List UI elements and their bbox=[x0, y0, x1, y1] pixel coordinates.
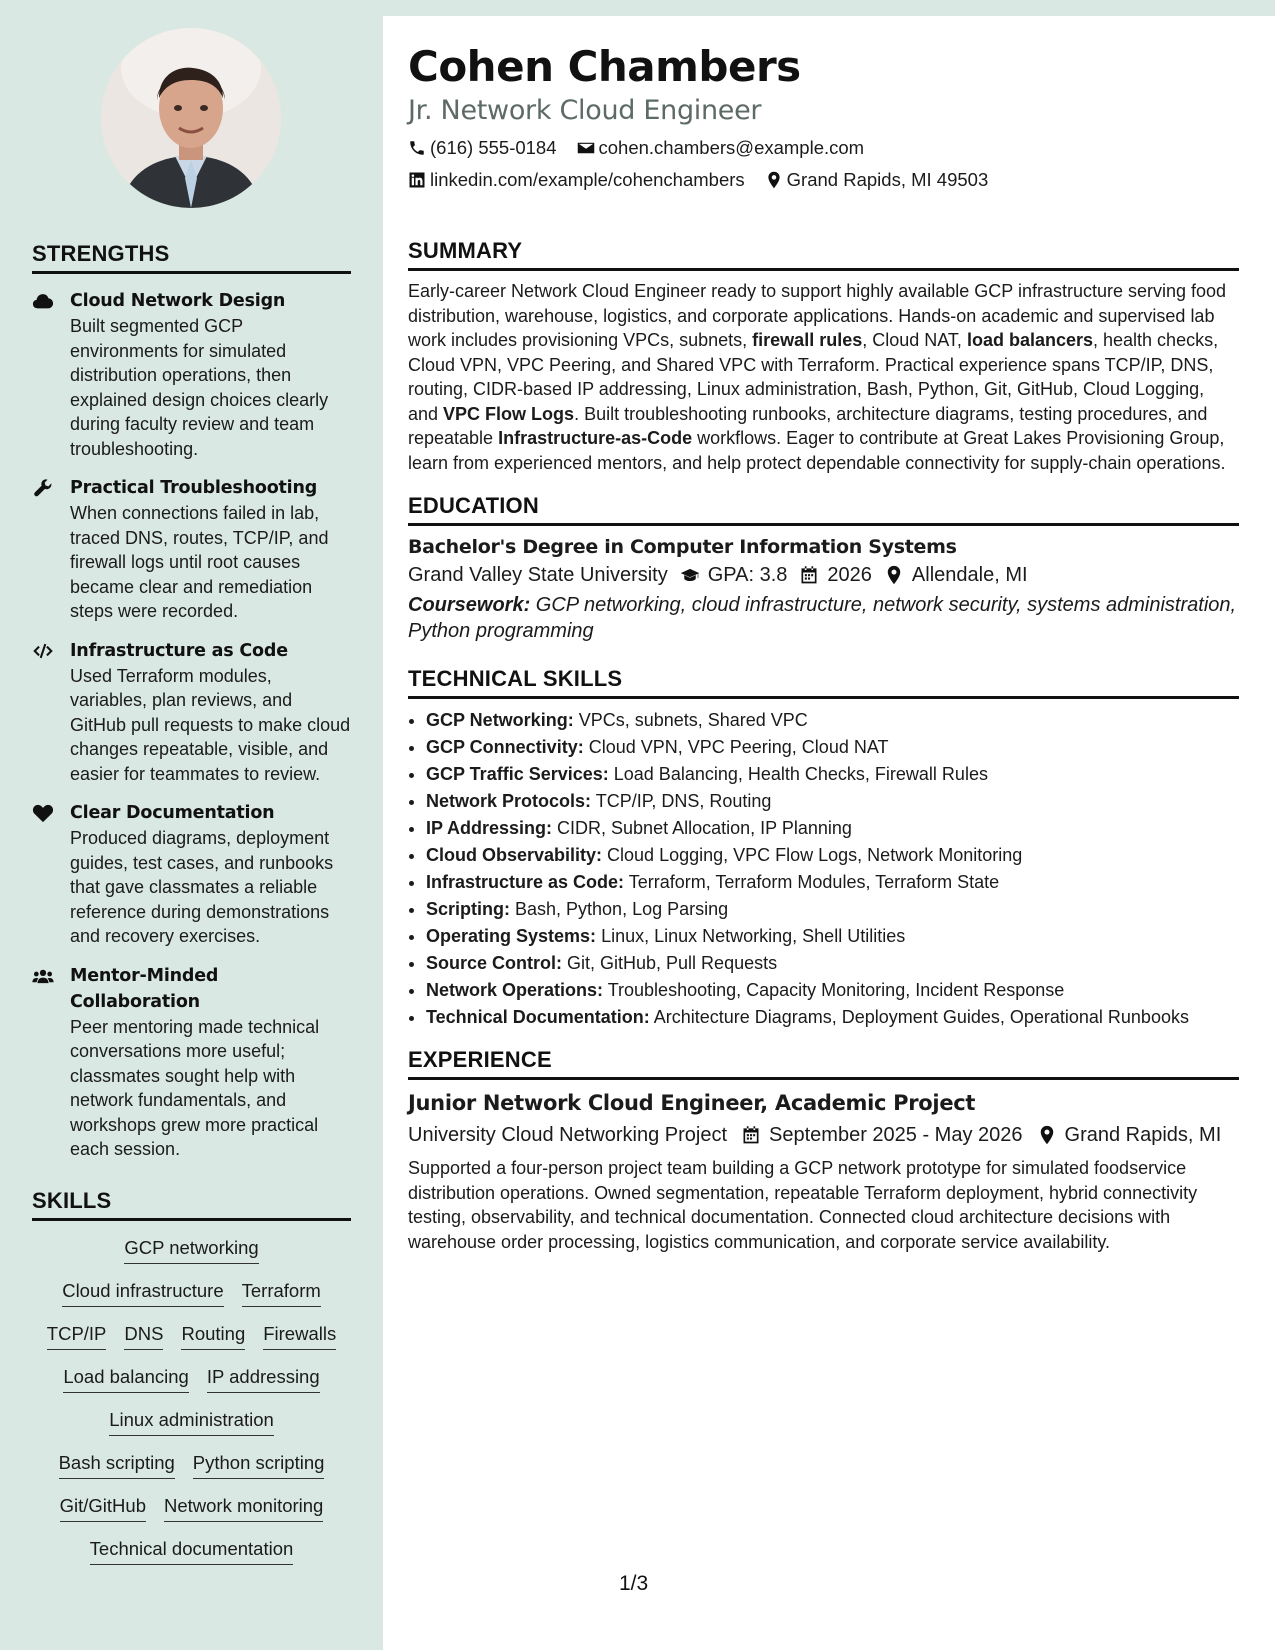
skill-label: Cloud Observability: bbox=[426, 845, 603, 865]
list-item bbox=[426, 869, 1239, 896]
technical-skills-list bbox=[408, 707, 1239, 1031]
map-pin-icon bbox=[765, 171, 783, 189]
school-location: Allendale, MI bbox=[911, 564, 1028, 586]
graduation-cap-icon bbox=[680, 565, 700, 585]
list-item bbox=[426, 707, 1239, 734]
phone-text: (616) 555-0184 bbox=[430, 137, 557, 158]
summary-emphasis: VPC Flow Logs bbox=[443, 403, 575, 424]
skills-row bbox=[34, 1448, 349, 1479]
job-title: Jr. Network Cloud Engineer bbox=[408, 95, 762, 126]
strength-title: Cloud Network Design bbox=[70, 291, 286, 311]
sidebar-content bbox=[32, 241, 351, 1565]
skill-chip: Load balancing bbox=[63, 1362, 189, 1393]
education-heading: EDUCATION bbox=[408, 493, 1239, 526]
list-item bbox=[426, 761, 1239, 788]
skill-value: Bash, Python, Log Parsing bbox=[510, 899, 729, 919]
skill-value: Architecture Diagrams, Deployment Guides, Operational Runbooks bbox=[649, 1007, 1189, 1027]
skills-row bbox=[34, 1405, 349, 1436]
technical-skills-heading: TECHNICAL SKILLS bbox=[408, 666, 1239, 699]
strength-desc: When connections failed in lab, traced DNS, routes, TCP/IP, and firewall logs until root causes became clear and remediation steps were recorded. bbox=[70, 503, 329, 621]
skills-row bbox=[34, 1534, 349, 1565]
list-item bbox=[426, 923, 1239, 950]
phone-icon bbox=[408, 139, 426, 157]
summary-text bbox=[408, 279, 1239, 475]
school-location-item bbox=[884, 560, 1028, 590]
skill-chip: Bash scripting bbox=[59, 1448, 175, 1479]
skill-value: VPCs, subnets, Shared VPC bbox=[573, 710, 808, 730]
list-item bbox=[426, 896, 1239, 923]
map-pin-icon bbox=[884, 565, 904, 585]
skill-chip: Network monitoring bbox=[164, 1491, 323, 1522]
skill-value: Cloud VPN, VPC Peering, Cloud NAT bbox=[583, 737, 889, 757]
list-item bbox=[426, 950, 1239, 977]
sidebar bbox=[0, 0, 383, 1650]
experience-details bbox=[408, 1118, 1239, 1152]
skill-value: Cloud Logging, VPC Flow Logs, Network Monitoring bbox=[602, 845, 1023, 865]
list-item bbox=[426, 815, 1239, 842]
skill-chip: Technical documentation bbox=[90, 1534, 294, 1565]
strength-item bbox=[32, 963, 351, 1162]
skill-value: Troubleshooting, Capacity Monitoring, Incident Response bbox=[603, 980, 1065, 1000]
skill-label: GCP Traffic Services: bbox=[426, 764, 609, 784]
phone-contact[interactable] bbox=[408, 136, 557, 160]
linkedin-text: linkedin.com/example/cohenchambers bbox=[430, 169, 745, 190]
skill-label: GCP Connectivity: bbox=[426, 737, 584, 757]
summary-section bbox=[408, 238, 1239, 475]
experience-location-item bbox=[1037, 1118, 1222, 1152]
skill-label: Network Operations: bbox=[426, 980, 604, 1000]
skills-row bbox=[34, 1233, 349, 1264]
skill-label: Operating Systems: bbox=[426, 926, 597, 946]
experience-dates-item bbox=[741, 1118, 1023, 1152]
summary-emphasis: load balancers bbox=[966, 330, 1094, 350]
skill-chip: Python scripting bbox=[193, 1448, 325, 1479]
strength-title: Infrastructure as Code bbox=[70, 640, 288, 661]
heart-icon bbox=[32, 800, 70, 949]
skill-label: Scripting: bbox=[426, 899, 510, 919]
experience-title: Junior Network Cloud Engineer, Academic Project bbox=[408, 1091, 976, 1115]
summary-fragment: , health checks, Cloud VPN, VPC Peering, and Shared VPC with Terraform. Practical experience spans TCP/IP, DNS, routing, CIDR-based IP addressing, Linux administration, Bash, Python, Git, GitHub, Cloud Logging, and bbox=[408, 330, 1219, 424]
location-text: Grand Rapids, MI 49503 bbox=[786, 169, 989, 190]
summary-heading: SUMMARY bbox=[408, 238, 1239, 271]
cloud-icon bbox=[32, 288, 70, 461]
skill-chip: Git/GitHub bbox=[60, 1491, 146, 1522]
coursework-list: GCP networking, cloud infrastructure, network security, systems administration, Python programming bbox=[408, 594, 1237, 642]
users-icon bbox=[32, 963, 70, 1162]
page-number: 1/3 bbox=[619, 1572, 649, 1595]
code-icon bbox=[32, 638, 70, 787]
skill-value: Load Balancing, Health Checks, Firewall Rules bbox=[608, 764, 988, 784]
skill-chip: Linux administration bbox=[109, 1405, 274, 1436]
strength-desc: Built segmented GCP environments for simulated distribution operations, then explained design choices clearly during faculty review and team troubleshooting. bbox=[70, 316, 329, 459]
skill-value: Git, GitHub, Pull Requests bbox=[562, 953, 778, 973]
summary-fragment: workflows. Eager to contribute at Great Lakes Provisioning Group, learn from experienced mentors, and help protect dependable connectivity for supply-chain operations. bbox=[408, 428, 1226, 473]
profile-photo bbox=[101, 28, 281, 208]
skill-value: CIDR, Subnet Allocation, IP Planning bbox=[552, 818, 852, 838]
skill-label: Technical Documentation: bbox=[426, 1007, 650, 1027]
skill-label: GCP Networking: bbox=[426, 710, 574, 730]
skill-label: Infrastructure as Code: bbox=[426, 872, 625, 892]
skill-value: Terraform, Terraform Modules, Terraform State bbox=[624, 872, 1000, 892]
skill-chip: TCP/IP bbox=[47, 1319, 107, 1350]
summary-emphasis: firewall rules bbox=[752, 330, 863, 350]
candidate-name: Cohen Chambers bbox=[408, 42, 801, 91]
skills-row bbox=[34, 1491, 349, 1522]
skill-chip: Terraform bbox=[242, 1276, 321, 1307]
experience-heading: EXPERIENCE bbox=[408, 1047, 1239, 1080]
skill-chip: IP addressing bbox=[207, 1362, 320, 1393]
list-item bbox=[426, 842, 1239, 869]
wrench-icon bbox=[32, 475, 70, 624]
strength-item bbox=[32, 638, 351, 787]
list-item bbox=[426, 1004, 1239, 1031]
skill-value: Linux, Linux Networking, Shell Utilities bbox=[596, 926, 906, 946]
calendar-icon bbox=[741, 1125, 761, 1145]
summary-fragment: , Cloud NAT, bbox=[862, 330, 967, 350]
strength-desc: Peer mentoring made technical conversations more useful; classmates sought help with network fundamentals, and workshops grew more practical each session. bbox=[70, 1016, 320, 1159]
experience-dates: September 2025 - May 2026 bbox=[769, 1124, 1023, 1146]
skills-cloud bbox=[32, 1233, 351, 1565]
calendar-icon bbox=[799, 565, 819, 585]
experience-location: Grand Rapids, MI bbox=[1064, 1124, 1222, 1146]
strength-desc: Produced diagrams, deployment guides, test cases, and runbooks that gave classmates a reliable reference during demonstrations and recovery exercises. bbox=[70, 828, 334, 946]
skill-value: TCP/IP, DNS, Routing bbox=[591, 791, 772, 811]
strength-title: Mentor-Minded Collaboration bbox=[70, 965, 219, 1012]
strength-item bbox=[32, 800, 351, 949]
skill-label: IP Addressing: bbox=[426, 818, 553, 838]
strength-item bbox=[32, 288, 351, 461]
contact-row bbox=[408, 168, 1239, 192]
gpa-item bbox=[680, 560, 788, 590]
summary-fragment: . Built troubleshooting runbooks, architecture diagrams, testing procedures, and repeatable bbox=[408, 403, 1208, 448]
envelope-icon bbox=[577, 139, 595, 157]
linkedin-contact[interactable] bbox=[408, 168, 745, 192]
list-item bbox=[426, 734, 1239, 761]
email-contact[interactable] bbox=[577, 136, 865, 160]
strengths-heading: STRENGTHS bbox=[32, 241, 351, 274]
email-text: cohen.chambers@example.com bbox=[598, 137, 865, 158]
list-item bbox=[426, 977, 1239, 1004]
coursework bbox=[408, 592, 1239, 644]
map-pin-icon bbox=[1037, 1125, 1057, 1145]
list-item bbox=[426, 788, 1239, 815]
skills-heading: SKILLS bbox=[32, 1188, 351, 1221]
skill-label: Network Protocols: bbox=[426, 791, 592, 811]
skill-chip: Firewalls bbox=[263, 1319, 336, 1350]
graduation-year: 2026 bbox=[827, 564, 872, 586]
year-item bbox=[799, 560, 872, 590]
skill-chip: GCP networking bbox=[124, 1233, 258, 1264]
summary-emphasis: Infrastructure-as-Code bbox=[498, 428, 693, 448]
skill-label: Source Control: bbox=[426, 953, 563, 973]
education-details bbox=[408, 560, 1239, 590]
skills-row bbox=[34, 1319, 349, 1350]
main-content bbox=[383, 16, 1275, 1650]
strength-item bbox=[32, 475, 351, 624]
experience-description: Supported a four-person project team building a GCP network prototype for simulated foodservice distribution operations. Owned segmentation, repeatable Terraform deployment, hybrid connectivity testing, observability, and technical documentation. Connected cloud architecture decisions with warehouse order processing, logistics communication, and corporate service availability. bbox=[408, 1158, 1198, 1252]
strength-desc: Used Terraform modules, variables, plan reviews, and GitHub pull requests to make cloud changes repeatable, visible, and easier for teammates to review. bbox=[70, 665, 351, 784]
school-name: Grand Valley State University bbox=[408, 564, 668, 586]
skills-row bbox=[34, 1362, 349, 1393]
technical-skills-section bbox=[408, 666, 1239, 1031]
degree-title: Bachelor's Degree in Computer Information Systems bbox=[408, 536, 957, 558]
summary-fragment: Early-career Network Cloud Engineer ready to support highly available GCP infrastructure serving food distribution, warehouse, logistics, and corporate applications. Hands-on academic and supervised lab work includes provisioning VPCs, subnets, bbox=[408, 281, 1227, 350]
skills-row bbox=[34, 1276, 349, 1307]
strength-title: Practical Troubleshooting bbox=[70, 478, 318, 498]
strength-title: Clear Documentation bbox=[70, 803, 275, 823]
skill-chip: DNS bbox=[124, 1319, 163, 1350]
education-section bbox=[408, 493, 1239, 644]
skill-chip: Cloud infrastructure bbox=[62, 1276, 223, 1307]
gpa-text: GPA: 3.8 bbox=[707, 564, 788, 586]
contact-row bbox=[408, 136, 1239, 160]
location-contact bbox=[765, 168, 989, 192]
experience-org: University Cloud Networking Project bbox=[408, 1124, 728, 1146]
coursework-label: Coursework: bbox=[408, 594, 531, 616]
experience-section bbox=[408, 1047, 1239, 1254]
linkedin-icon bbox=[408, 171, 426, 189]
skill-chip: Routing bbox=[181, 1319, 245, 1350]
